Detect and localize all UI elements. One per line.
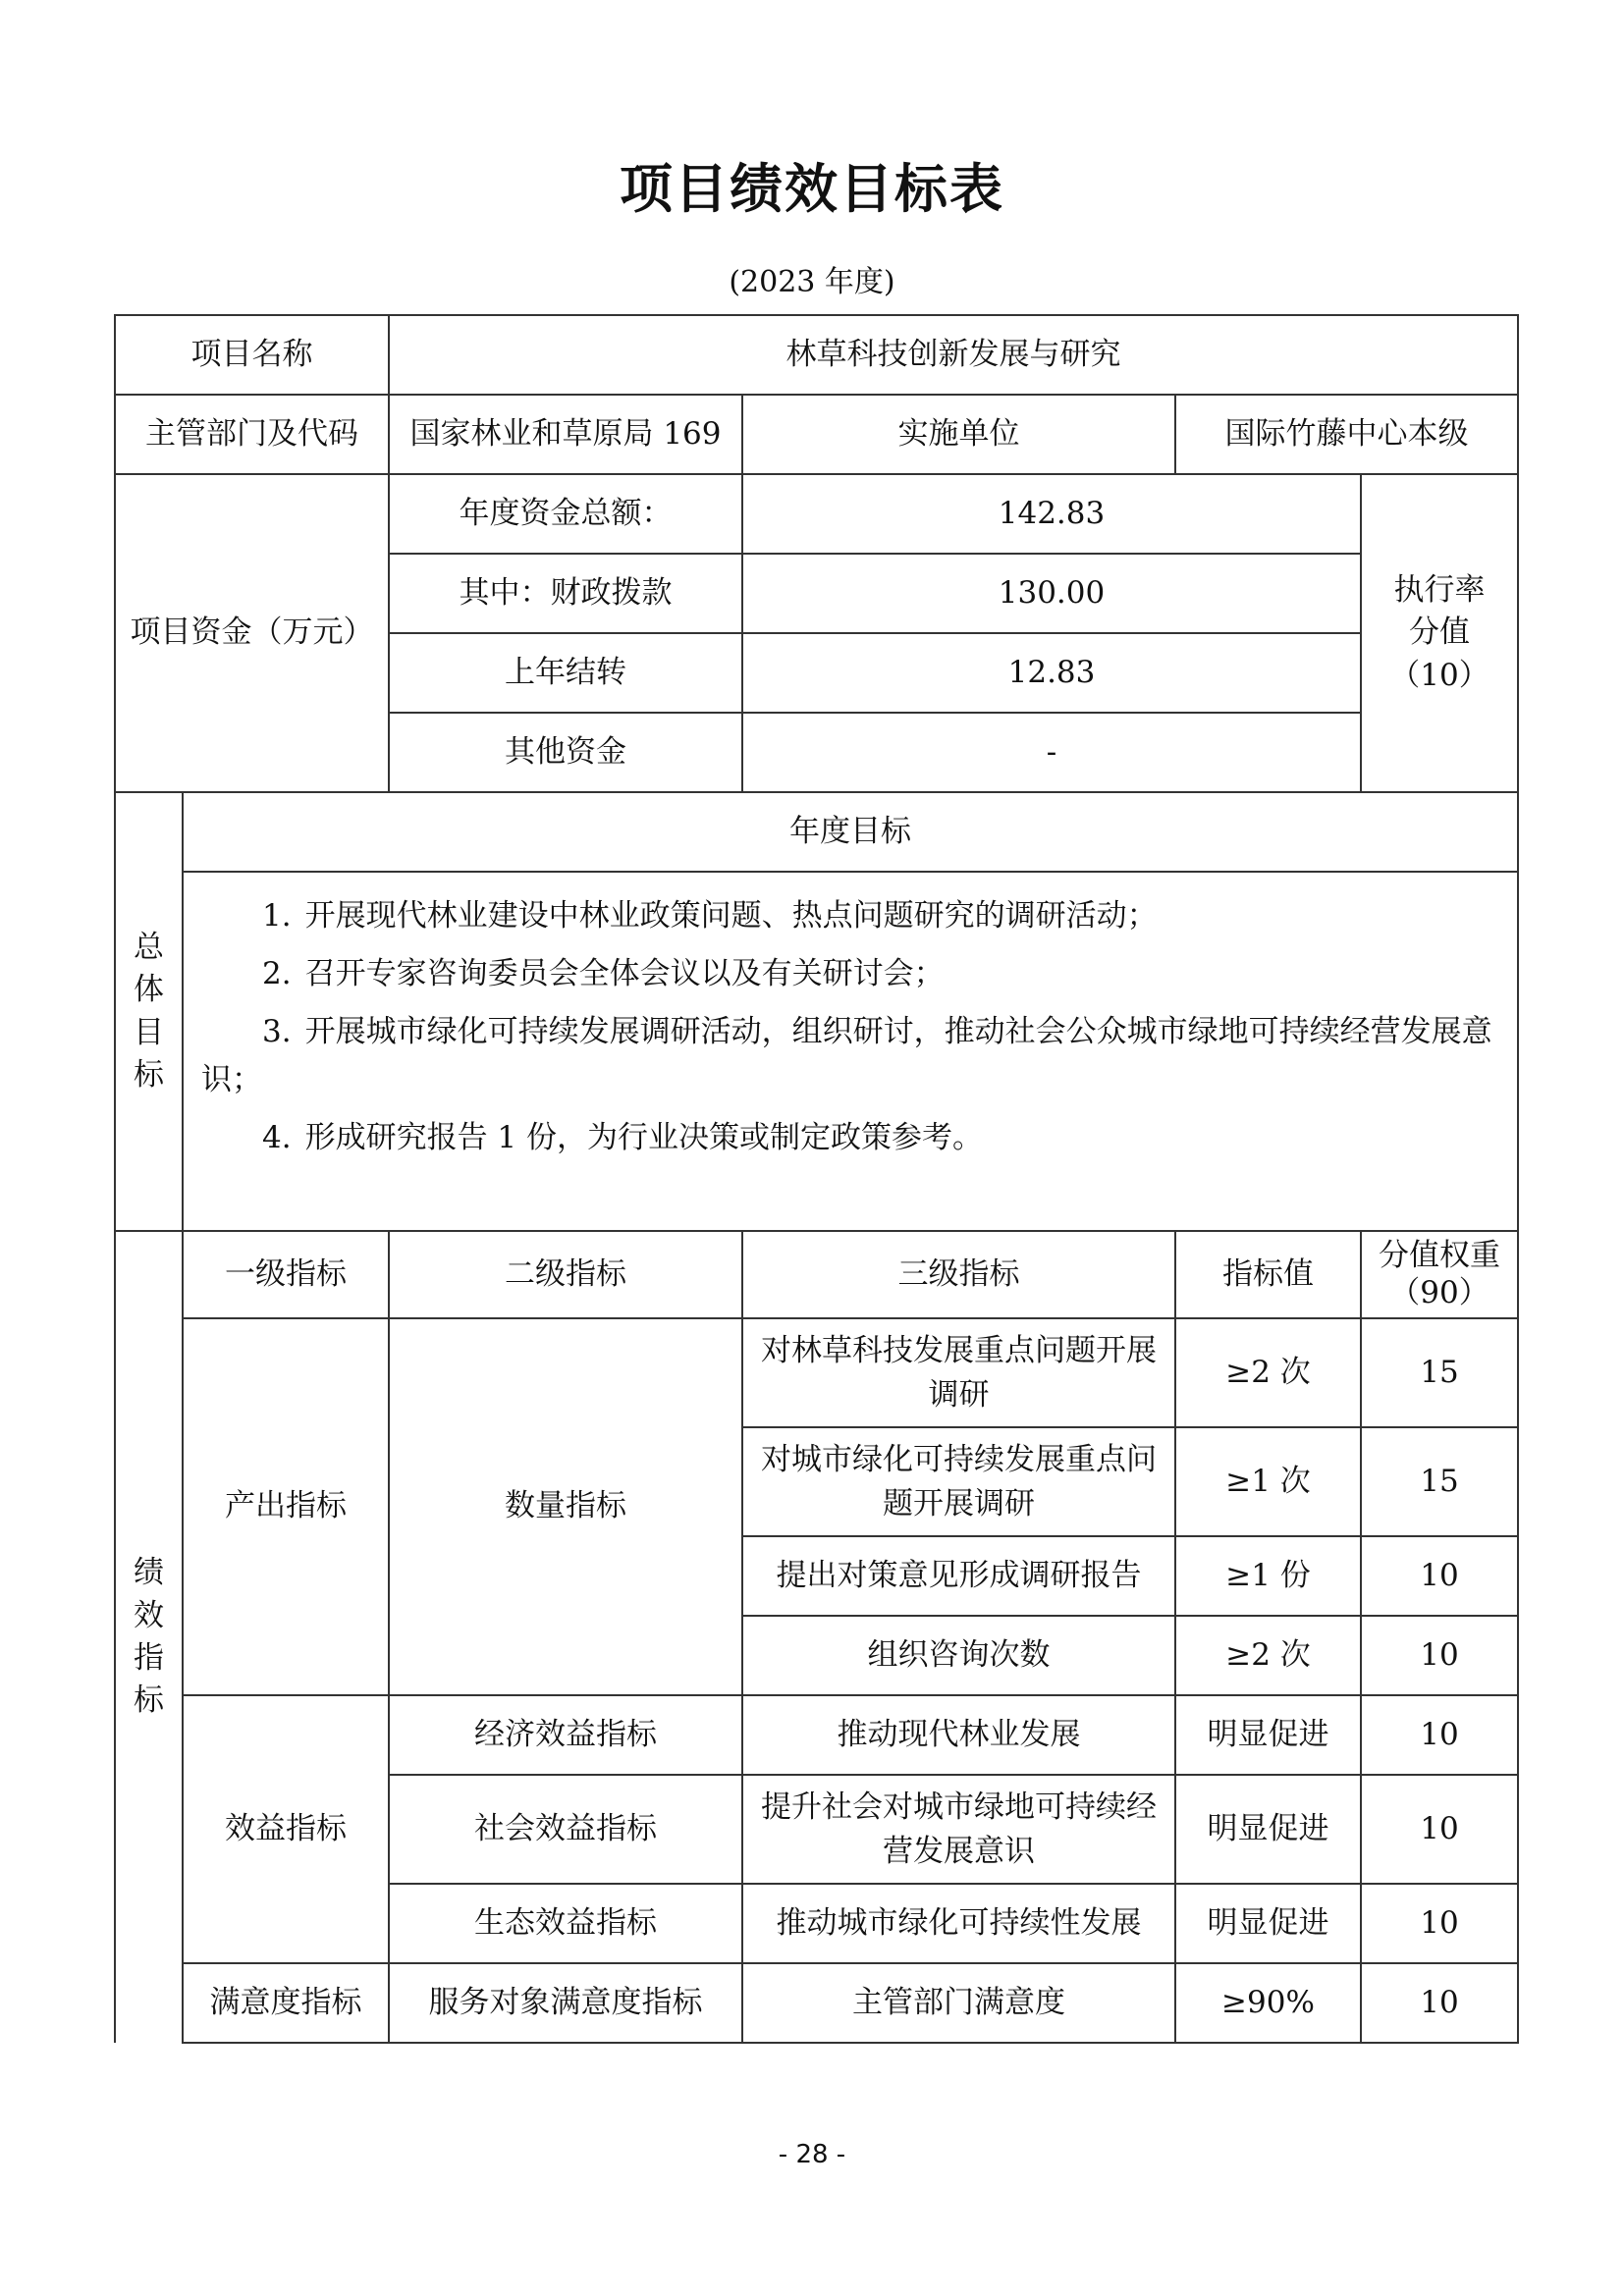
perf-char: 效 (134, 1597, 164, 1633)
annual-target-content (183, 872, 1518, 1231)
goal-item: 1. 开展现代林业建设中林业政策问题、热点问题研究的调研活动； (262, 898, 1158, 934)
funds-total-row (115, 474, 1518, 554)
performance-indicator-label (115, 1231, 183, 2043)
level3-header: 三级指标 (742, 1231, 1175, 1318)
indicator-value: 明显促进 (1175, 1775, 1361, 1884)
indicator-value: ≥2 次 (1175, 1616, 1361, 1695)
funds-fiscal-value: 130.00 (742, 554, 1361, 633)
level3-indicator: 组织咨询次数 (742, 1616, 1175, 1695)
indicator-value: ≥90% (1175, 1963, 1361, 2043)
perf-char: 指 (134, 1640, 164, 1676)
level2-header: 二级指标 (389, 1231, 742, 1318)
indicator-value-header: 指标值 (1175, 1231, 1361, 1318)
level3-indicator: 推动现代林业发展 (742, 1695, 1175, 1775)
indicator-value: 明显促进 (1175, 1695, 1361, 1775)
indicator-weight: 10 (1361, 1536, 1518, 1616)
execution-rate-score (1361, 474, 1518, 792)
performance-target-table (114, 314, 1519, 2044)
level3-indicator: 对林草科技发展重点问题开展调研 (742, 1318, 1175, 1427)
indicator-value: ≥1 份 (1175, 1536, 1361, 1616)
perf-char: 标 (134, 1682, 164, 1719)
benefit-indicator-label: 效益指标 (183, 1695, 389, 1963)
satisfaction-indicator-label: 满意度指标 (183, 1963, 389, 2043)
level2-indicator: 服务对象满意度指标 (389, 1963, 742, 2043)
indicator-row (115, 1695, 1518, 1775)
level3-indicator: 对城市绿化可持续发展重点问题开展调研 (742, 1427, 1175, 1536)
execution-rate-line2: 分值 (1409, 614, 1470, 651)
overall-char: 体 (134, 972, 164, 1008)
perf-char: 绩 (134, 1555, 164, 1591)
weight-header: 分值权重 （90） (1361, 1231, 1518, 1318)
indicator-weight: 15 (1361, 1427, 1518, 1536)
funds-carryover-value: 12.83 (742, 633, 1361, 713)
level3-indicator: 提升社会对城市绿地可持续经营发展意识 (742, 1775, 1175, 1884)
annual-target-header: 年度目标 (183, 792, 1518, 872)
level2-indicator: 社会效益指标 (389, 1775, 742, 1884)
funds-other-value: - (742, 713, 1361, 792)
level1-header: 一级指标 (183, 1231, 389, 1318)
overall-target-label (115, 792, 183, 1231)
project-name-label: 项目名称 (115, 315, 389, 395)
indicator-weight: 10 (1361, 1963, 1518, 2043)
goal-item: 3. 开展城市绿化可持续发展调研活动，组织研讨，推动社会公众城市绿地可持续经营发展意识； (201, 1013, 1492, 1097)
level2-indicator: 经济效益指标 (389, 1695, 742, 1775)
funds-total-value: 142.83 (742, 474, 1361, 554)
indicator-value: ≥1 次 (1175, 1427, 1361, 1536)
funds-label: 项目资金（万元） (115, 474, 389, 792)
overall-char: 目 (134, 1014, 164, 1050)
page-number: - 28 - (778, 2140, 846, 2169)
funds-total-label: 年度资金总额： (389, 474, 742, 554)
document-title: 项目绩效目标表 (620, 158, 1004, 220)
indicator-header-row (115, 1231, 1518, 1318)
indicator-row (115, 1963, 1518, 2043)
goal-item: 4. 形成研究报告 1 份，为行业决策或制定政策参考。 (262, 1119, 984, 1155)
department-label: 主管部门及代码 (115, 395, 389, 474)
output-indicator-label: 产出指标 (183, 1318, 389, 1695)
indicator-row (115, 1318, 1518, 1427)
indicator-weight: 10 (1361, 1884, 1518, 1963)
department-value: 国家林业和草原局 169 (389, 395, 742, 474)
department-row (115, 395, 1518, 474)
quantity-indicator-label: 数量指标 (389, 1318, 742, 1695)
overall-char: 标 (134, 1056, 164, 1093)
funds-fiscal-label: 其中：财政拨款 (389, 554, 742, 633)
indicator-weight: 10 (1361, 1775, 1518, 1884)
project-name-row (115, 315, 1518, 395)
level2-indicator: 生态效益指标 (389, 1884, 742, 1963)
level3-indicator: 推动城市绿化可持续性发展 (742, 1884, 1175, 1963)
goal-item: 2. 召开专家咨询委员会全体会议以及有关研讨会； (262, 955, 945, 991)
annual-target-content-row (115, 872, 1518, 1231)
execution-rate-line3: （10） (1389, 657, 1489, 693)
indicator-value: ≥2 次 (1175, 1318, 1361, 1427)
level3-indicator: 提出对策意见形成调研报告 (742, 1536, 1175, 1616)
indicator-weight: 10 (1361, 1695, 1518, 1775)
execution-rate-line1: 执行率 (1393, 571, 1486, 608)
implementing-unit-label: 实施单位 (742, 395, 1175, 474)
implementing-unit-value: 国际竹藤中心本级 (1175, 395, 1518, 474)
funds-other-label: 其他资金 (389, 713, 742, 792)
level3-indicator: 主管部门满意度 (742, 1963, 1175, 2043)
overall-char: 总 (134, 929, 164, 965)
project-name-value: 林草科技创新发展与研究 (389, 315, 1518, 395)
indicator-value: 明显促进 (1175, 1884, 1361, 1963)
indicator-weight: 15 (1361, 1318, 1518, 1427)
overall-target-header-row (115, 792, 1518, 872)
indicator-weight: 10 (1361, 1616, 1518, 1695)
document-subtitle: (2023 年度) (729, 265, 895, 299)
funds-carryover-label: 上年结转 (389, 633, 742, 713)
